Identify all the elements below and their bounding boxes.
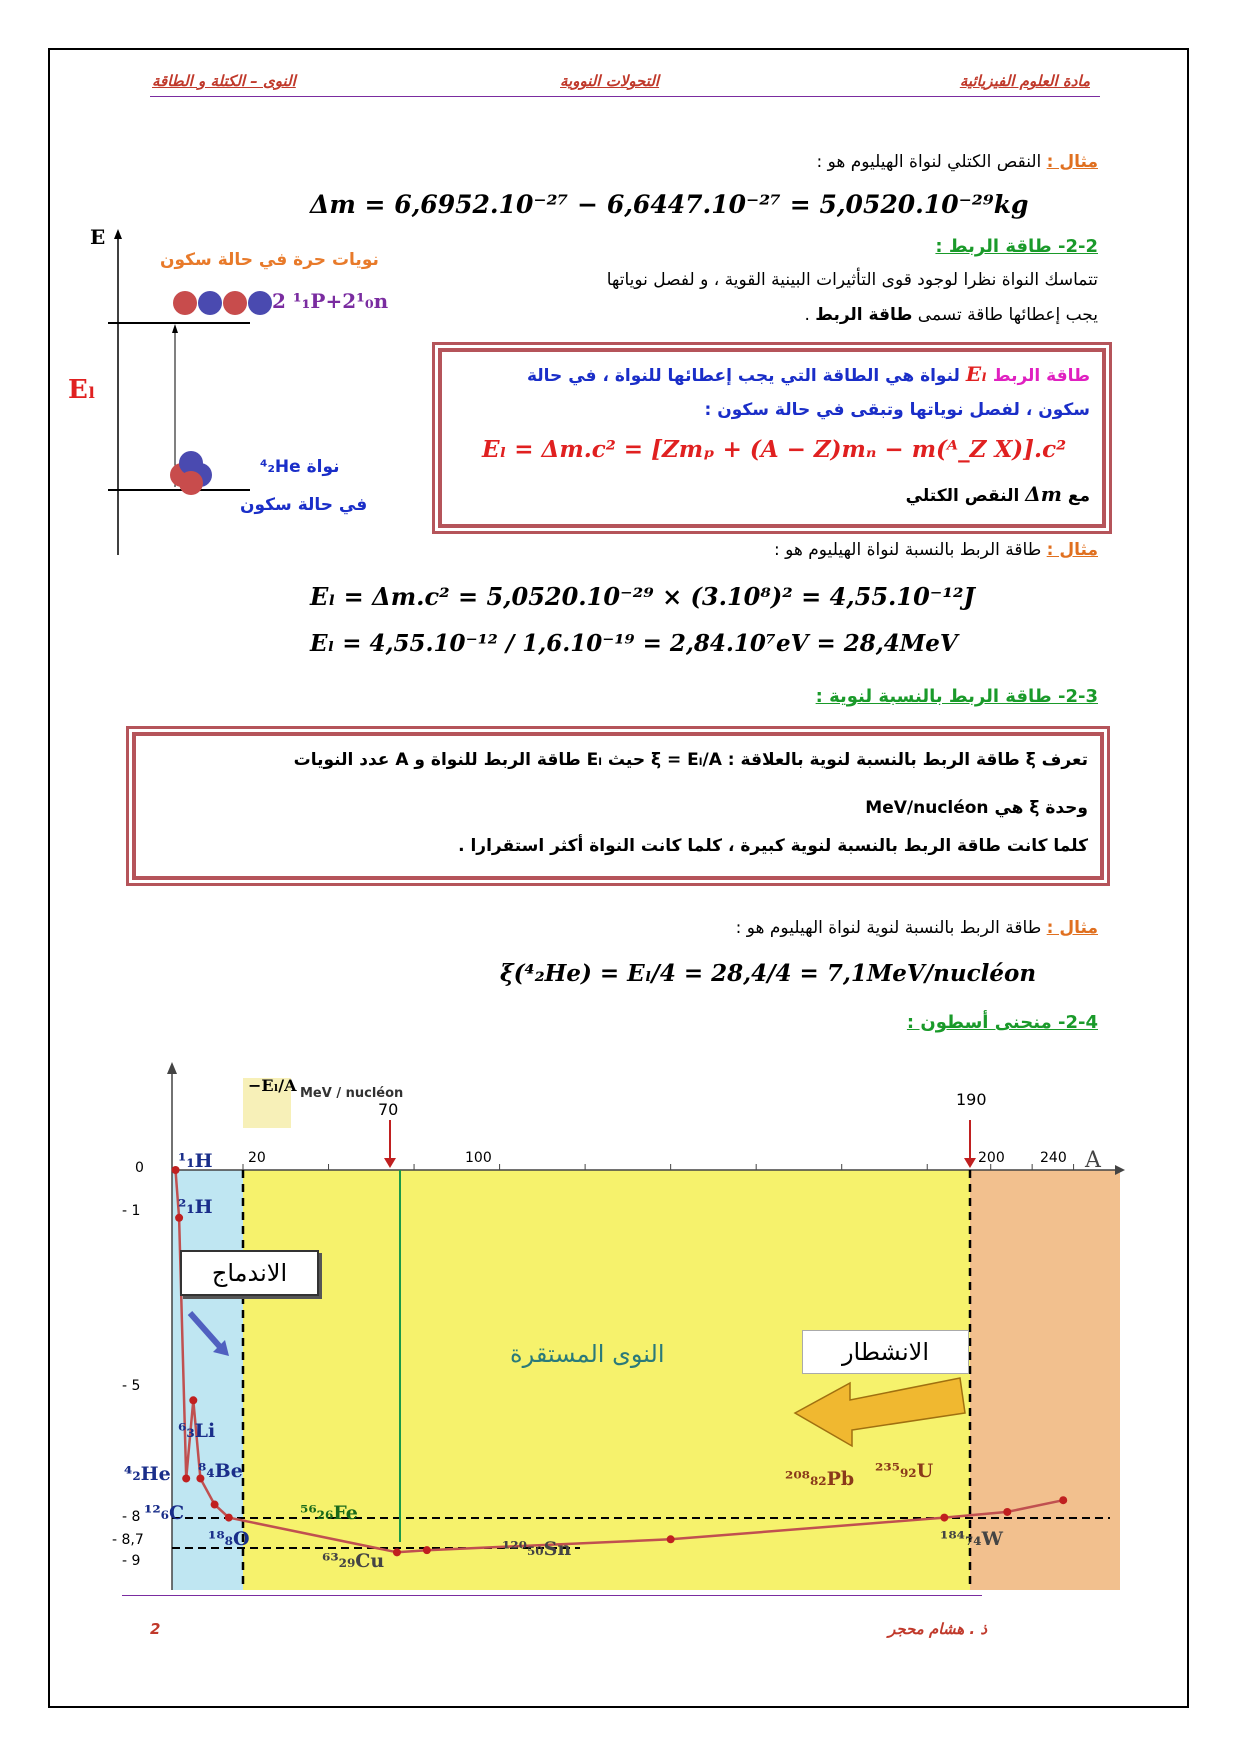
y-tick-8: - 8 — [122, 1509, 141, 1525]
fission-region — [970, 1170, 1120, 1590]
example-label: مثال : — [1046, 152, 1098, 172]
header-chapter: التحولات النووية — [560, 72, 660, 90]
data-point — [423, 1546, 431, 1554]
x-tick-100: 100 — [465, 1150, 492, 1166]
nuclide-be8: ⁸₄Be — [198, 1460, 243, 1482]
definition-box-per-nucleon — [132, 732, 1104, 880]
box2-line1: تعرف ξ طاقة الربط بالنسبة لنوية بالعلاقة : ξ = Eₗ/A حيث Eₗ طاقة الربط للنواة و A عدد النويات — [293, 750, 1088, 770]
y-tick-5: - 5 — [122, 1378, 141, 1394]
box1-line1: طاقة الربط Eₗ لنواة هي الطاقة التي يجب إعطائها للنواة ، في حالة — [526, 362, 1090, 386]
nuclide-w184: ¹⁸⁴₇₄W — [940, 1528, 1003, 1550]
y-tick-9: - 9 — [122, 1553, 141, 1569]
section-2-2-line1: تتماسك النواة نظرا لوجود قوى التأثيرات البينية القوية ، و لفصل نوياتها — [606, 270, 1098, 290]
data-point — [393, 1548, 401, 1556]
nuclide-h2: ²₁H — [178, 1196, 213, 1218]
data-point — [667, 1535, 675, 1543]
box1-line4: مع Δm النقص الكتلي — [905, 482, 1090, 506]
box2-line2: وحدة ξ هي MeV/nucléon — [865, 798, 1088, 818]
box1-line2: سكون ، لفصل نوياتها وتبقى في حالة سكون : — [704, 400, 1090, 420]
formula-binding-joule: Eₗ = Δm.c² = 5,0520.10⁻²⁹ × (3.10⁸)² = 4,55.10⁻¹²J — [310, 582, 975, 611]
fission-arrow-icon — [790, 1368, 970, 1448]
box2-line3: كلما كانت طاقة الربط بالنسبة لنوية كبيرة ، كلما كانت النواة أكثر استقرارا . — [458, 836, 1088, 856]
binding-energy-label: Eₗ — [68, 375, 96, 405]
chart-xlabel: A — [1085, 1148, 1101, 1173]
fusion-label: الاندماج — [180, 1250, 319, 1296]
example2: مثال : طاقة الربط بالنسبة لنواة الهيليوم هو : — [773, 540, 1098, 560]
data-point — [182, 1474, 190, 1482]
helium-label: نواة ⁴₂He — [260, 457, 340, 477]
energy-level-diagram — [60, 225, 420, 555]
section-2-4-title: 2-4- منحنى أسطون : — [906, 1012, 1098, 1033]
footer-author: ذ . هشام محجر — [888, 1620, 987, 1638]
example1 — [816, 152, 1098, 172]
nuclide-u235: ²³⁵₉₂U — [875, 1460, 934, 1482]
header-rule — [150, 96, 1100, 97]
free-nucleons-formula: 2 ¹₁P+2¹₀n — [272, 289, 389, 313]
x-tick-20: 20 — [248, 1150, 266, 1166]
formula-per-nucleon: ξ(⁴₂He) = Eₗ/4 = 28,4/4 = 7,1MeV/nucléon — [500, 960, 1037, 987]
nuclide-c12: ¹²₆C — [144, 1502, 185, 1524]
nuclide-fe56: ⁵⁶₂₆Fe — [300, 1502, 358, 1524]
header-topic: النوى – الكتلة و الطاقة — [152, 72, 296, 90]
nuclide-sn120: ¹²⁰₅₀Sn — [502, 1538, 572, 1560]
marker-190: 190 — [956, 1090, 987, 1109]
helium-rest-label: في حالة سكون — [240, 495, 368, 515]
fission-label: الانشطار — [802, 1330, 969, 1374]
example-text: النقص الكتلي لنواة الهيليوم هو : — [816, 152, 1042, 172]
free-nucleons-label: نويات حرة في حالة سكون — [160, 250, 379, 270]
aston-curve-chart — [110, 1050, 1130, 1610]
nuclide-he4: ⁴₂He — [124, 1463, 171, 1485]
nuclide-li6: ⁶₃Li — [178, 1420, 216, 1442]
data-point — [225, 1514, 233, 1522]
section-2-2-title: 2-2- طاقة الربط : — [935, 236, 1098, 257]
data-point — [940, 1514, 948, 1522]
nuclide-o18: ¹⁸₈O — [208, 1528, 250, 1550]
x-tick-200: 200 — [978, 1150, 1005, 1166]
data-point — [211, 1501, 219, 1509]
nuclide-pb208: ²⁰⁸₈₂Pb — [785, 1468, 855, 1490]
binding-energy-formula: Eₗ = Δm.c² = [Zmₚ + (A − Z)mₙ − m(ᴬ_Z X)].c² — [482, 436, 1067, 463]
header-subject: مادة العلوم الفيزيائية — [959, 72, 1090, 90]
data-point — [189, 1396, 197, 1404]
fusion-arrow-icon — [185, 1308, 235, 1358]
formula-mass-defect: Δm = 6,6952.10⁻²⁷ − 6,6447.10⁻²⁷ = 5,0520.10⁻²⁹kg — [310, 190, 1029, 219]
data-point — [1059, 1496, 1067, 1504]
definition-box-binding-energy — [438, 348, 1106, 528]
example3: مثال : طاقة الربط بالنسبة لنوية لنواة الهيليوم هو : — [735, 918, 1098, 938]
chart-ylabel: −Eₗ/A — [248, 1076, 297, 1095]
axis-label-e: E — [90, 225, 106, 249]
data-point — [1003, 1508, 1011, 1516]
y-tick-8-7: - 8,7 — [112, 1532, 144, 1548]
footer-rule — [122, 1595, 982, 1596]
x-tick-240: 240 — [1040, 1150, 1067, 1166]
section-2-3-title: 2-3- طاقة الربط بالنسبة لنوية : — [815, 686, 1098, 707]
marker-70: 70 — [378, 1100, 399, 1119]
chart-yunit: MeV / nucléon — [300, 1086, 404, 1101]
section-2-2-line2: يجب إعطائها طاقة تسمى طاقة الربط . — [804, 305, 1098, 325]
stable-label: النوى المستقرة — [510, 1340, 665, 1368]
formula-binding-mev: Eₗ = 4,55.10⁻¹² / 1,6.10⁻¹⁹ = 2,84.10⁷eV = 28,4MeV — [310, 630, 958, 657]
y-tick-1: - 1 — [122, 1203, 141, 1219]
nuclide-h1: ¹₁H — [178, 1150, 213, 1172]
nuclide-cu63: ⁶³₂₉Cu — [322, 1550, 385, 1572]
y-tick-0: 0 — [135, 1160, 144, 1176]
aston-curve-svg — [110, 1050, 1130, 1610]
footer-page-number: 2 — [150, 1620, 161, 1638]
